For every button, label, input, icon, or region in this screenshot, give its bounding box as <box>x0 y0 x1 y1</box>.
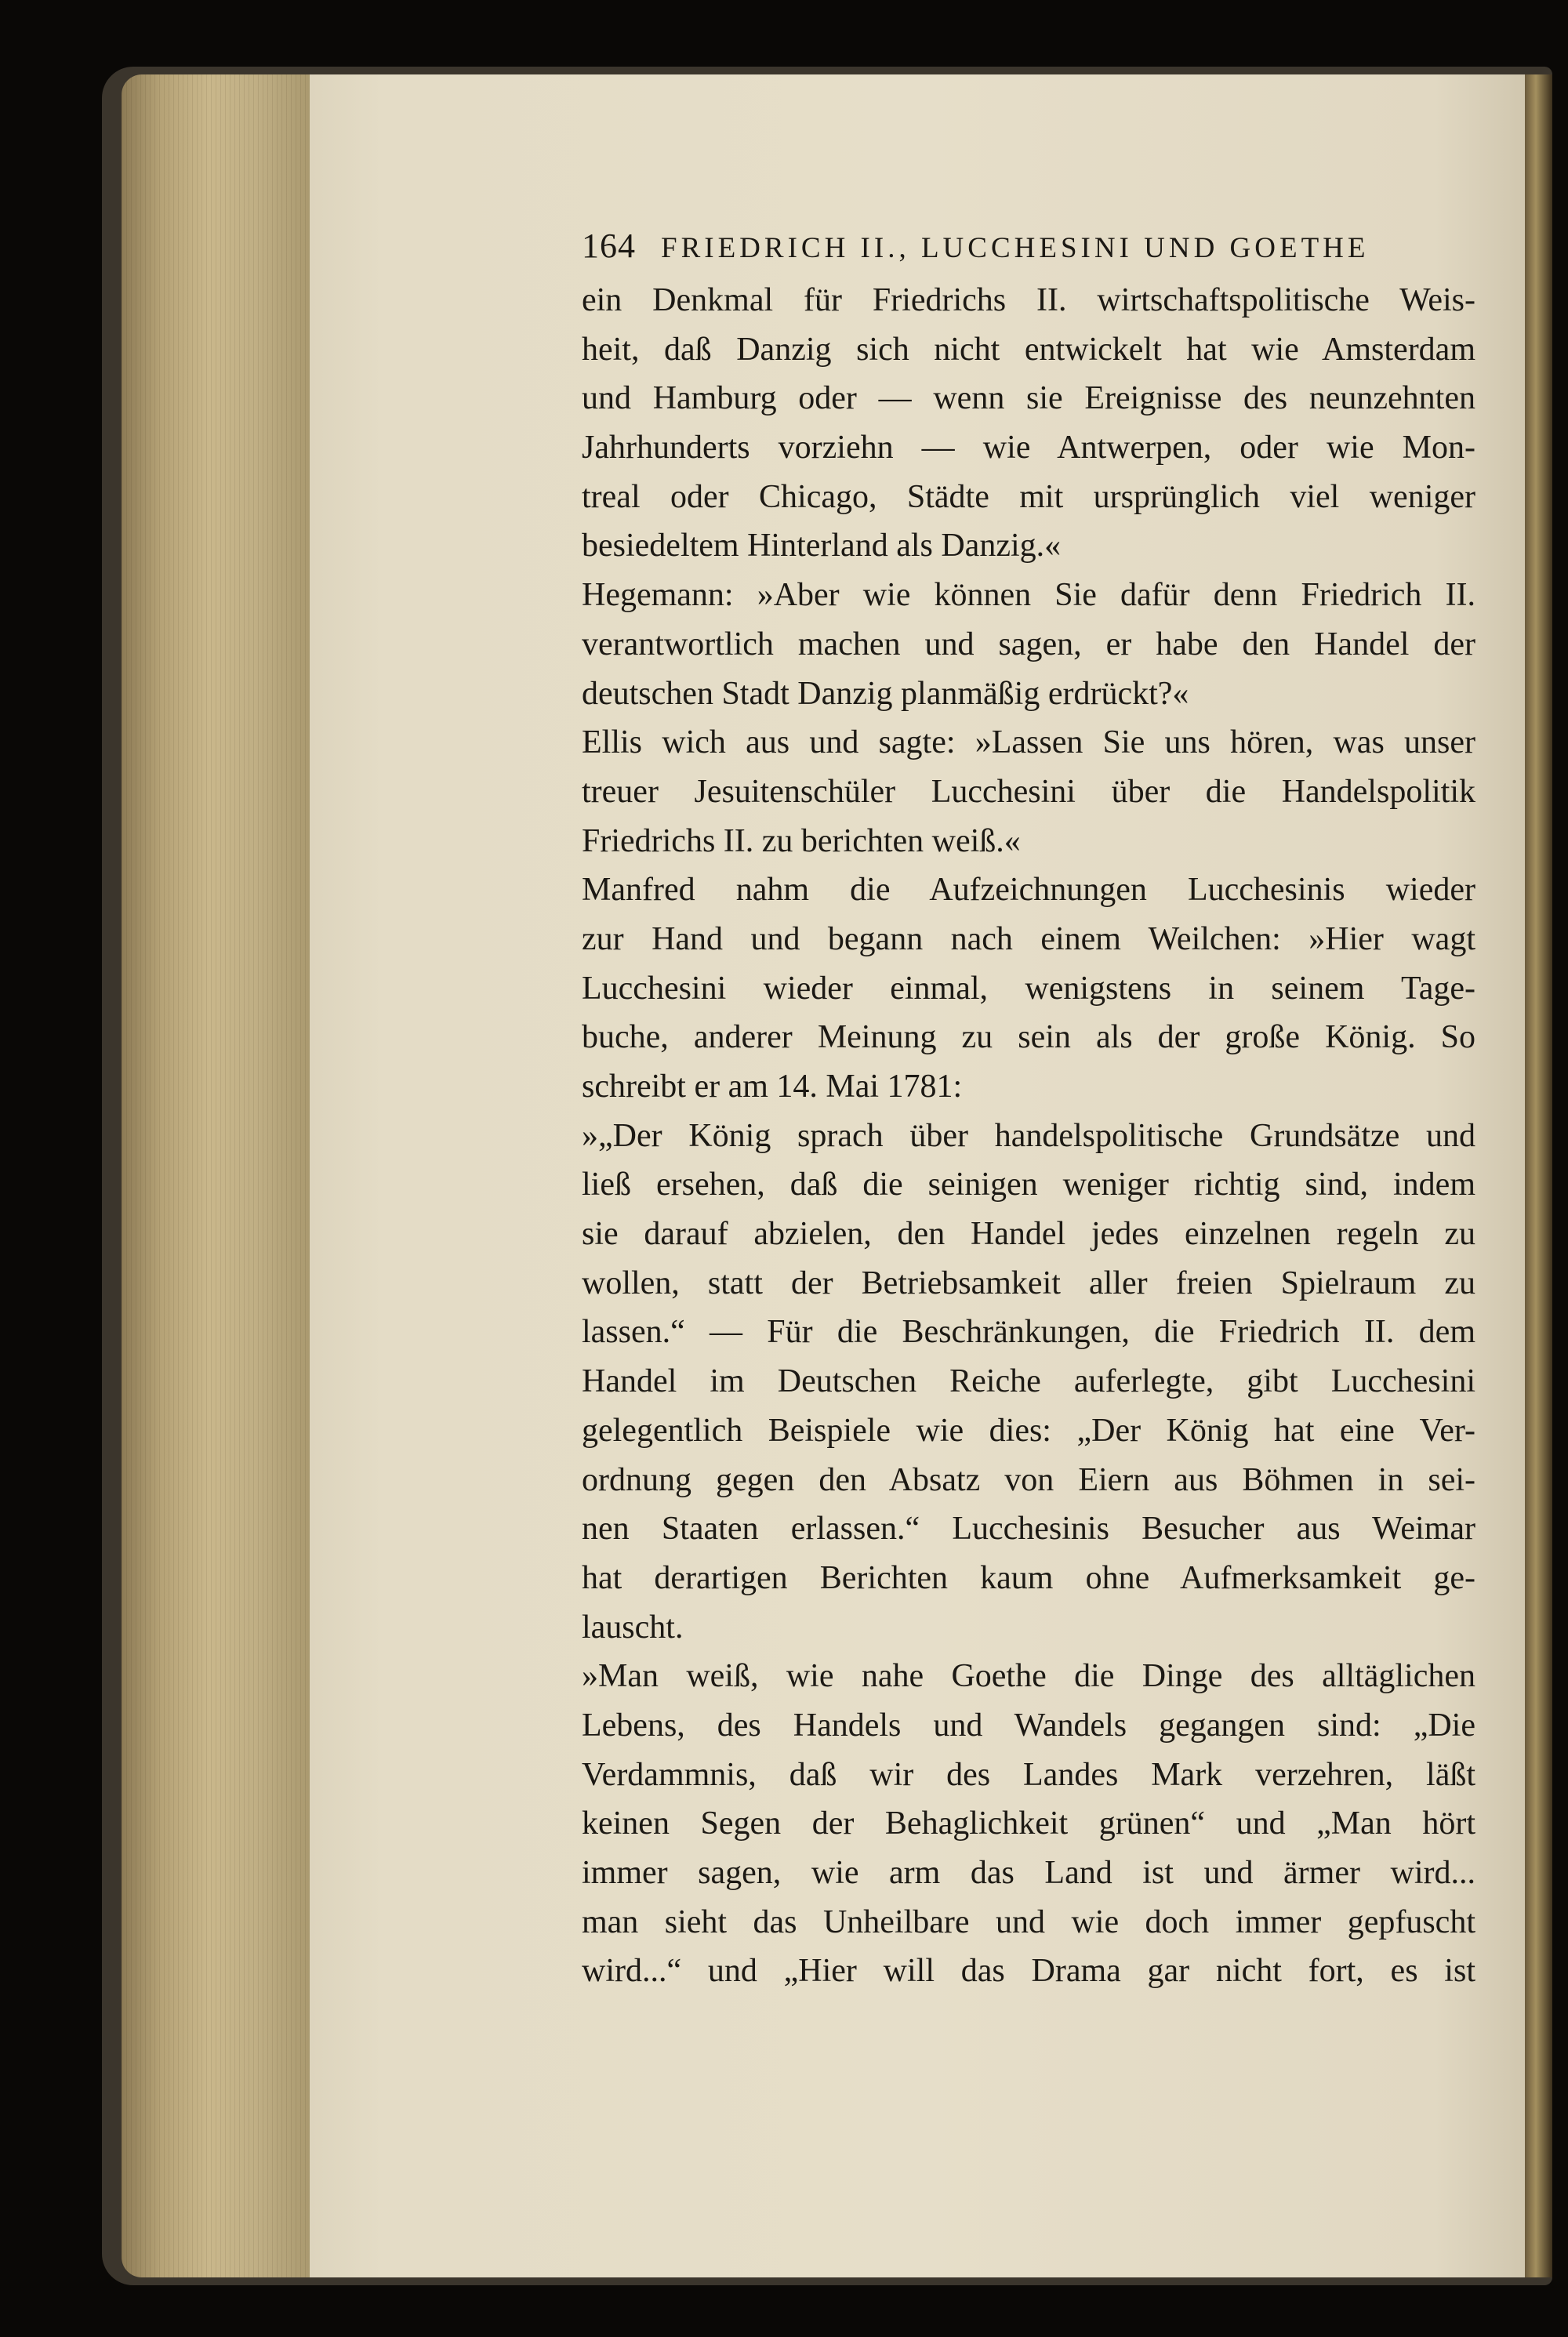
text-line: Handel im Deutschen Reiche auferlegte, gibt Lucchesini <box>582 1363 1475 1400</box>
text-line: Manfred nahm die Aufzeichnungen Lucchesinis wieder <box>582 872 1475 909</box>
text-line: Verdammnis, daß wir des Landes Mark verzehren, läßt <box>582 1756 1475 1793</box>
text-line: man sieht das Unheilbare und wie doch immer gepfuscht <box>582 1903 1475 1940</box>
running-title: FRIEDRICH II., LUCCHESINI UND GOETHE <box>661 232 1370 264</box>
text-line: gelegentlich Beispiele wie dies: „Der König hat eine Ver- <box>582 1412 1475 1449</box>
text-line: zur Hand und begann nach einem Weilchen: »Hier wagt <box>582 920 1475 957</box>
text-line: Ellis wich aus und sagte: »Lassen Sie uns hören, was unser <box>582 724 1475 761</box>
text-line: ließ ersehen, daß die seinigen weniger richtig sind, indem <box>582 1167 1475 1203</box>
text-line: hat derartigen Berichten kaum ohne Aufmerksamkeit ge- <box>582 1559 1475 1596</box>
text-line: keinen Segen der Behaglichkeit grünen“ und „Man hört <box>582 1805 1475 1842</box>
text-line: Lebens, des Handels und Wandels gegangen sind: „Die <box>582 1707 1475 1744</box>
page-stack-edge <box>122 74 318 2277</box>
text-line: schreibt er am 14. Mai 1781: <box>582 1069 963 1105</box>
text-line: wird...“ und „Hier will das Drama gar nicht fort, es ist <box>582 1953 1475 1990</box>
text-line: treal oder Chicago, Städte mit ursprünglich viel weniger <box>582 478 1475 515</box>
text-line: Friedrichs II. zu berichten weiß.« <box>582 822 1021 859</box>
text-line: ordnung gegen den Absatz von Eiern aus Böhmen in sei- <box>582 1461 1475 1498</box>
text-line: wollen, statt der Betriebsamkeit aller freien Spielraum zu <box>582 1265 1475 1301</box>
body-text <box>582 276 1475 1996</box>
text-line: Hegemann: »Aber wie können Sie dafür denn Friedrich II. <box>582 577 1475 614</box>
text-line: besiedeltem Hinterland als Danzig.« <box>582 528 1062 564</box>
text-line: heit, daß Danzig sich nicht entwickelt hat wie Amsterdam <box>582 331 1475 368</box>
text-line: und Hamburg oder — wenn sie Ereignisse des neunzehnten <box>582 380 1475 417</box>
text-line: »„Der König sprach über handelspolitische Grundsätze und <box>582 1117 1475 1154</box>
text-line: lauscht. <box>582 1609 684 1646</box>
text-line: buche, anderer Meinung zu sein als der große König. So <box>582 1019 1475 1056</box>
text-line: verantwortlich machen und sagen, er habe den Handel der <box>582 626 1475 662</box>
text-line: deutschen Stadt Danzig planmäßig erdrückt?« <box>582 675 1189 712</box>
text-line: Jahrhunderts vorziehn — wie Antwerpen, oder wie Mon- <box>582 430 1475 466</box>
running-header <box>582 226 1483 273</box>
text-line: »Man weiß, wie nahe Goethe die Dinge des alltäglichen <box>582 1658 1475 1695</box>
facing-page-edge <box>1525 74 1552 2277</box>
text-line: ein Denkmal für Friedrichs II. wirtschaftspolitische Weis- <box>582 282 1475 318</box>
text-line: Lucchesini wieder einmal, wenigstens in seinem Tage- <box>582 970 1475 1007</box>
text-line: immer sagen, wie arm das Land ist und ärmer wird... <box>582 1855 1475 1891</box>
page-number: 164 <box>582 227 636 265</box>
text-line: lassen.“ — Für die Beschränkungen, die Friedrich II. dem <box>582 1314 1475 1351</box>
text-line: treuer Jesuitenschüler Lucchesini über die Handelspolitik <box>582 773 1475 810</box>
text-line: sie darauf abzielen, den Handel jedes einzelnen regeln zu <box>582 1216 1475 1253</box>
text-line: nen Staaten erlassen.“ Lucchesinis Besucher aus Weimar <box>582 1511 1475 1548</box>
